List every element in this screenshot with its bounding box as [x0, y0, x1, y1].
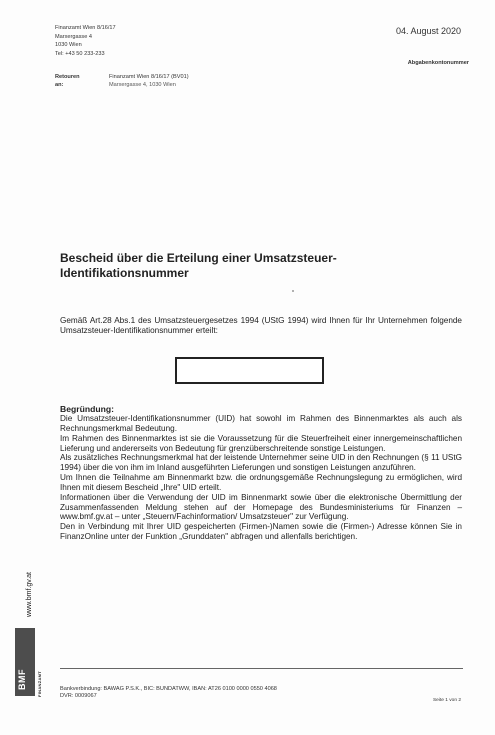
side-url: www.bmf.gv.at [26, 572, 33, 617]
bmf-logo-subtext: FINANZAMT [37, 670, 42, 697]
begruendung-paragraph: Im Rahmen des Binnenmarktes ist sie die Voraussetzung für die Steuerfreiheit einer innergemeinschaftlichen Lieferung und andererseits von Bedeutung für grenzüberschreitende sonstige Leistungen. [60, 433, 462, 453]
return-line-2: Marxergasse 4, 1030 Wien [109, 82, 176, 89]
document-date: 04. August 2020 [395, 26, 461, 36]
stray-dot [292, 290, 294, 292]
return-address-lines [109, 73, 189, 90]
footer-bank: Bankverbindung: BAWAG P.S.K., BIC: BUNDATWW, IBAN: AT26 0100 0000 0550 4068 [60, 686, 277, 692]
page-number: Seite 1 von 2 [432, 698, 461, 703]
begruendung-paragraph: Den in Verbindung mit Ihrer UID gespeicherten (Firmen-)Namen sowie die (Firmen-) Adresse können Sie in FinanzOnline unter der Funktion „Grunddaten" abfragen und allenfalls berichtigen. [60, 522, 462, 542]
footer [60, 686, 277, 701]
begruendung-body [60, 414, 462, 542]
uid-number-box [175, 357, 324, 384]
account-number-label: Abgabenkontonummer [407, 60, 469, 66]
bmf-logo-text: BMF [17, 669, 27, 690]
begruendung-heading: Begründung: [60, 404, 114, 414]
footer-dvr: DVR: 0009067 [60, 693, 97, 700]
sender-tel: Tel: +43 50 233-233 [55, 50, 105, 57]
return-label: Retouren an: [55, 74, 80, 89]
document-title: Bescheid über die Erteilung einer Umsatzsteuer-Identifikationsnummer [60, 251, 337, 280]
begruendung-paragraph: Um Ihnen die Teilnahme am Binnenmarkt bzw. die ordnungsgemäße Rechnungslegung zu ermöglichen, wird Ihnen mit diesem Bescheid „Ihre" UID erteilt. [60, 473, 462, 492]
sender-office: Finanzamt Wien 8/16/17 [55, 25, 116, 31]
intro-paragraph: Gemäß Art.28 Abs.1 des Umsatzsteuergesetzes 1994 (UStG 1994) wird Ihnen für Ihr Unternehmen folgende Umsatzsteuer-Identifikationsnummer erteilt: [60, 316, 462, 336]
begruendung-paragraph: Die Umsatzsteuer-Identifikationsnummer (UID) hat sowohl im Rahmen des Binnenmarktes als auch als Rechnungsmerkmal Bedeutung. [60, 414, 462, 433]
begruendung-paragraph: Informationen über die Verwendung der UID im Binnenmarkt sowie über die elektronische Übermittlung der Zusammenfassenden Meldung stehen auf der Homepage des Bundesministeriums für Finanzen – www.bmf.gv.at – unter „Steuern/Fachinformation/ Umsatzsteuer" zur Verfügung. [60, 492, 462, 522]
sender-city: 1030 Wien [55, 42, 82, 49]
footer-divider [60, 668, 463, 669]
sender-address [55, 24, 116, 58]
sender-street: Marxergasse 4 [55, 33, 92, 40]
begruendung-paragraph: Als zusätzliches Rechnungsmerkmal hat der leistende Unternehmer seine UID in den Rechnungen (§ 11 UStG 1994) über die von ihm im Inland ausgeführten Lieferungen und sonstigen Leistungen anzuführen. [60, 453, 462, 473]
return-line-1: Finanzamt Wien 8/16/17 (BV01) [109, 74, 189, 80]
